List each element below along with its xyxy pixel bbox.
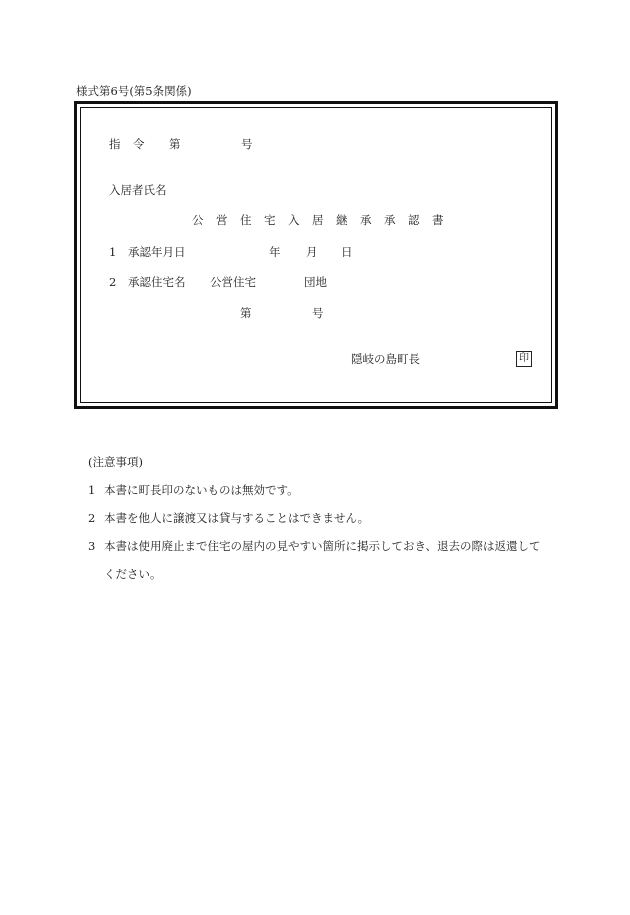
order-label-dai: 第: [169, 137, 181, 151]
order-label-go: 号: [241, 137, 253, 151]
title-char: 書: [432, 213, 444, 227]
title-char: 継: [336, 213, 348, 227]
danchi-label: 団地: [304, 275, 327, 289]
note-text-continuation: ください。: [104, 567, 162, 581]
title-char: 宅: [264, 213, 276, 227]
order-label-2: 令: [133, 137, 145, 151]
title-char: 承: [360, 213, 372, 227]
note-number: 3: [88, 539, 96, 553]
day-label: 日: [341, 245, 353, 259]
building-go-label: 号: [312, 306, 324, 320]
note-text: 本書に町長印のないものは無効です。: [104, 483, 299, 497]
note-number: 2: [88, 511, 96, 525]
resident-name-label: 入居者氏名: [109, 183, 167, 197]
public-housing-label: 公営住宅: [210, 275, 256, 289]
seal-stamp: 印: [516, 351, 532, 367]
note-number: 1: [88, 483, 96, 497]
title-char: 営: [216, 213, 228, 227]
month-label: 月: [306, 245, 318, 259]
note-text: 本書は使用廃止まで住宅の屋内の見やすい箇所に掲示しておき、退去の際は返還して: [104, 539, 541, 553]
approved-housing-label: 承認住宅名: [128, 275, 186, 289]
year-label: 年: [269, 245, 281, 259]
title-char: 住: [240, 213, 252, 227]
order-label-1: 指: [109, 137, 121, 151]
title-char: 公: [192, 213, 204, 227]
notes-heading: (注意事項): [88, 455, 143, 469]
note-text: 本書を他人に譲渡又は貸与することはできません。: [104, 511, 370, 525]
building-dai-label: 第: [240, 306, 252, 320]
form-label: 様式第6号(第5条関係): [76, 84, 192, 98]
title-char: 居: [312, 213, 324, 227]
title-char: 承: [384, 213, 396, 227]
title-char: 入: [288, 213, 300, 227]
item2-number: 2: [109, 275, 117, 289]
item1-number: 1: [109, 245, 117, 259]
issuer-name: 隠岐の島町長: [351, 352, 420, 366]
approval-date-label: 承認年月日: [128, 245, 186, 259]
title-char: 認: [408, 213, 420, 227]
